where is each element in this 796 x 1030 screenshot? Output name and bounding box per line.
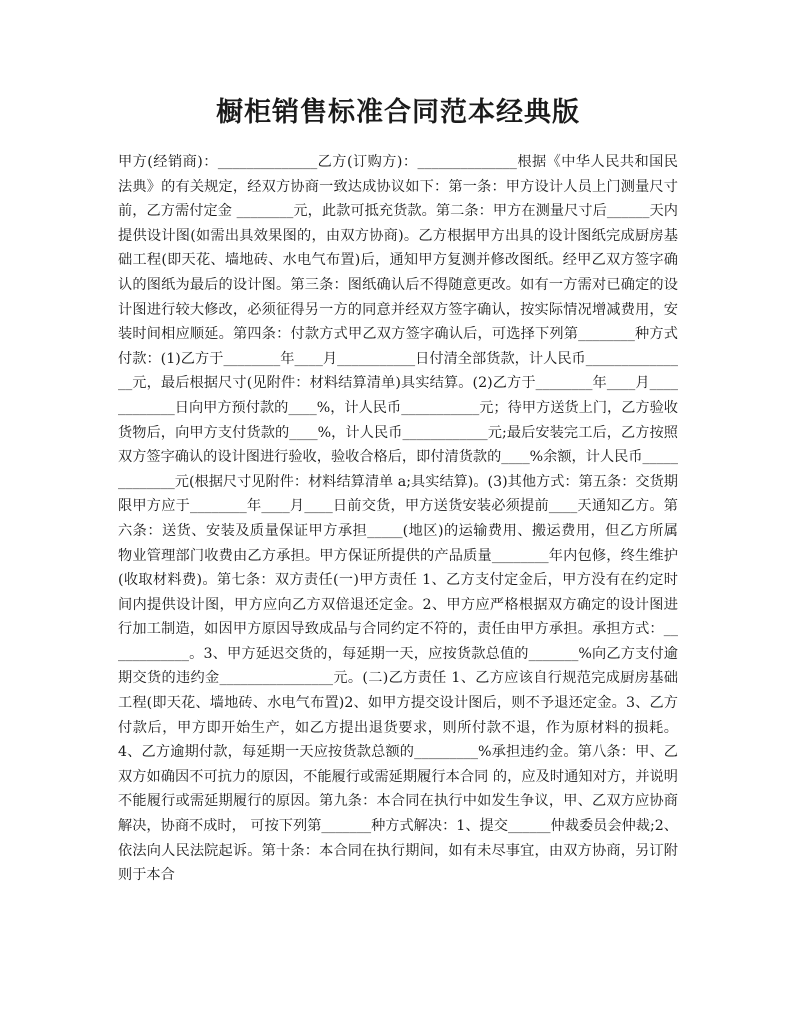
document-title: 橱柜销售标准合同范本经典版 [216, 97, 580, 128]
contract-body-text: 甲方(经销商)：______________乙方(订购方)：______________根据《中华人民共和国民法典》的有关规定，经双方协商一致达成协议如下：第一条：甲方设计人员上门测量尺寸前，乙方需付定金 ________元，此款可抵充货款。第二条：甲方在测量尺寸后______天内提供设计图(如需出具效果图的，由双方协商)。乙方根据甲方出具的设计图纸完成厨房基础工程(即天花、墙地砖、水电气布置)后，通知甲方复测并修改图纸。经甲乙双方签字确认的图纸为最后的设计图。第三条：图纸确认后不得随意更改。如有一方需对已确定的设计图进行较大修改，必须征得另一方的同意并经双方签字确认，按实际情况增减费用，安装时间相应顺延。第四条：付款方式甲乙双方签字确认后，可选择下列第________种方式付款：(1)乙方于________年____月___________日付清全部货款，计人民币_______________元，最后根据尺寸(见附件：材料结算清单)具实结算。(2)乙方于________年____月____________日向甲方预付款的____%，计人民币___________元；待甲方送货上门，乙方验收货物后，向甲方支付货款的____%，计人民币____________元;最后安装完工后，乙方按照双方签字确认的设计图进行验收，验收合格后，即付清货款的____%余额，计人民币_____________元(根据尺寸见附件：材料结算清单 a;具实结算)。(3)其他方式：第五条：交货期限甲方应于________年____月____日前交货，甲方送货安装必须提前____天通知乙方。第六条：送货、安装及质量保证甲方承担_____(地区)的运输费用、搬运费用，但乙方所属 物业管理部门收费由乙方承担。甲方保证所提供的产品质量________年内包修，终生维护(收取材料费)。第七条：双方责任(一)甲方责任 1、乙方支付定金后，甲方没有在约定时间内提供设计图，甲方应向乙方双倍退还定金。2、甲方应严格根据双方确定的设计图进行加工制造，如因甲方原因导致成品与合同约定不符的，责任由甲方承担。承担方式：____________。3、甲方延迟交货的，每延期一天，应按货款总值的_______%向乙方支付逾期交货的违约金________________元。(二)乙方责任 1、乙方应该自行规范完成厨房基础工程(即天花、墙地砖、水电气布置)2、如甲方提交设计图后，则不予退还定金。3、乙方付款后，甲方即开始生产，如乙方提出退货要求，则所付款不退，作为原材料的损耗。4、乙方逾期付款，每延期一天应按货款总额的_________%承担违约金。第八条：甲、乙双方如确因不可抗力的原因，不能履行或需延期履行本合同 的，应及时通知对方，并说明不能履行或需延期履行的原因。第九条：本合同在执行中如发生争议，甲、乙双方应协商解决，协商不成时， 可按下列第_______种方式解决：1、提交______仲裁委员会仲裁;2、依法向人民法院起诉。第十条：本合同在执行期间，如有未尽事宜，由双方协商，另订附则于本合 [118, 154, 678, 884]
